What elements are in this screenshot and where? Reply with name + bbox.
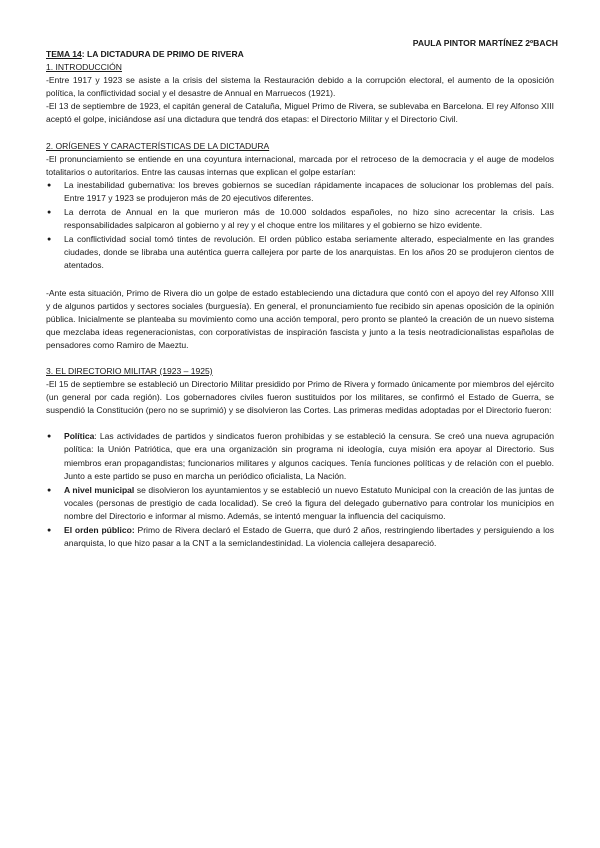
list-item: [46, 524, 554, 550]
list-item-label: A nivel municipal: [64, 484, 135, 495]
spacer: [46, 417, 554, 430]
spacer: [46, 127, 554, 140]
section-2-paragraph-2: -Ante esta situación, Primo de Rivera dio un golpe de estado estableciendo una dictadura que contó con el apoyo del rey Alfonso XIII y de algunos partidos y sectores sociales (burguesía). En general, el pronunciamiento fue recibido sin apenas oposición de la opinión pública. Inicialmente se planteaba su movimiento como una acción temporal, pero pronto se planteó la creación de un nuevo sistema que mezclaba ideas regeneracionistas, con corporativistas de inspiración fascista y junto a la tesis neotradicionalistas españolas de pensadores como Ramiro de Maeztu.: [46, 287, 554, 350]
section-3-heading: 3. EL DIRECTORIO MILITAR (1923 – 1925): [46, 365, 213, 376]
list-item-label: Política: [64, 431, 95, 442]
spacer: [46, 274, 554, 287]
list-item-text: : Las actividades de partidos y sindicatos fueron prohibidas y se estableció la censura. Se creó una nueva agrupación política: la Unión Patriótica, que era una organización sin programa ni ideología, cuya misión era apoyar al Directorio. Sus miembros eran propagandistas; funcionarios militares y algunos caciques. Tenía funciones políticas y de relación con el pueblo. Junto a este partido se puso en marcha un periódico oficialista, La Nación.: [64, 431, 554, 481]
title-label: TEMA 14: [46, 49, 82, 59]
list-item: [46, 484, 554, 523]
section-2-intro: -El pronunciamiento se entiende en una coyuntura internacional, marcada por el retroceso de la democracia y el auge de modelos totalitarios o autoritarios. Entre las causas internas que explican el golpe estarían:: [46, 153, 554, 177]
title-text: : LA DICTADURA DE PRIMO DE RIVERA: [81, 49, 244, 59]
section-1-heading: 1. INTRODUCCIÓN: [46, 62, 122, 73]
list-item-label: El orden público:: [64, 525, 135, 535]
list-item-text: Primo de Rivera declaró el Estado de Guerra, que duró 2 años, restringiendo libertades y persiguiendo a los anarquista, lo que hizo pasar a la CNT a la semiclandestinidad. La violencia callejera desapareció.: [64, 525, 554, 549]
list-item: ● La derrota de Annual en la que murieron más de 10.000 soldados españoles, no hizo sino acrecentar la crisis. Las responsabilidades salpicaron al gobierno y al rey y el choque entre los militares y el gobierno se hizo evidente.: [46, 206, 554, 232]
spacer: [46, 352, 554, 365]
document-title: [46, 48, 554, 61]
list-item-text: se disolvieron los ayuntamientos y se estableció un nuevo Estatuto Municipal con la creación de las juntas de vocales (personas de prestigio de cada localidad). Se creó la figura del delegado gubernativo para controlar los municipios en nombre del Directorio e informar al mismo. Además, se intentó menguar la influencia del caciquismo.: [64, 484, 554, 521]
section-1-paragraph-1: -Entre 1917 y 1923 se asiste a la crisis del sistema la Restauración debido a la corrupción electoral, el aumento de la oposición política, la conflictividad social y el desastre de Annual en Marruecos (1921).: [46, 75, 554, 99]
section-2-list: [46, 179, 554, 273]
document-body: [46, 48, 554, 550]
section-3-list: [46, 430, 554, 550]
section-3-intro: -El 15 de septiembre se estableció un Directorio Militar presidido por Primo de Rivera y formado únicamente por miembros del ejército (un general por cada región). Los gobernadores civiles fueron sustituidos por los militares, se confirmó el Estado de Guerra, se suspendió la Constitución (pero no se suprimió) y se disolvieron las Cortes. Las primeras medidas adoptadas por el Directorio fueron:: [46, 379, 554, 416]
list-item: ● La inestabilidad gubernativa: los breves gobiernos se sucedían rápidamente incapaces de solucionar los problemas del país. Entre 1917 y 1923 se produjeron más de 20 ejecutivos diferentes.: [46, 179, 554, 205]
list-item: ● La conflictividad social tomó tintes de revolución. El orden público estaba seriamente alterado, especialmente en las grandes ciudades, donde se libraba una auténtica guerra callejera por parte de los anarquistas. En los años 20 se produjeron cientos de atentados.: [46, 233, 554, 272]
section-1-paragraph-2: -El 13 de septiembre de 1923, el capitán general de Cataluña, Miguel Primo de Rivera, se sublevaba en Barcelona. El rey Alfonso XIII aceptó el golpe, iniciándose así una dictadura que tendrá dos etapas: el Directorio Militar y el Directorio Civil.: [46, 101, 554, 125]
section-2-heading: 2. ORÍGENES Y CARACTERÍSTICAS DE LA DICTADURA: [46, 140, 270, 151]
author-header: PAULA PINTOR MARTÍNEZ 2ºBACH: [412, 38, 558, 48]
list-item: [46, 430, 554, 482]
